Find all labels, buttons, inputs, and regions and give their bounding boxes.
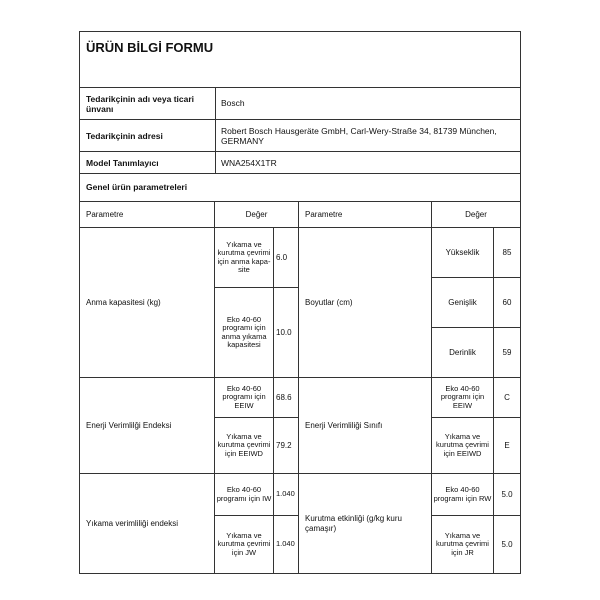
capacity-value-1: 6.0	[274, 228, 299, 288]
eei-desc-2: Yıkama ve kurutma çevrimi için EEIWD	[215, 418, 274, 474]
header-value-right: Değer	[432, 202, 520, 228]
wash-label: Yıkama verimliliği endeksi	[80, 474, 215, 573]
header-param-right: Parametre	[299, 202, 432, 228]
capacity-desc-1: Yıkama ve kurutma çevrimi için anma kapa-site	[215, 228, 274, 288]
supplier-name-label: Tedarikçinin adı veya ticari ünvanı	[86, 94, 195, 114]
form-title: ÜRÜN BİLGİ FORMU	[86, 40, 214, 55]
wash-desc-1: Eko 40-60 programı için IW	[215, 474, 274, 516]
header-value-left: Değer	[215, 202, 299, 228]
eclass-desc-2: Yıkama ve kurutma çevrimi için EEIWD	[432, 418, 494, 474]
general-params-title: Genel ürün parametreleri	[86, 182, 188, 192]
eei-label: Enerji Verimlilği Endeksi	[80, 378, 215, 474]
dry-desc-1: Eko 40-60 programı için RW	[432, 474, 494, 516]
wash-value-2: 1.040	[274, 516, 299, 573]
wash-desc-2: Yıkama ve kurutma çevrimi için JW	[215, 516, 274, 573]
wash-value-1: 1.040	[274, 474, 299, 516]
supplier-address-label: Tedarikçinin adresi	[86, 131, 163, 141]
divider	[215, 120, 216, 152]
header-param-left: Parametre	[80, 202, 215, 228]
dims-desc-2: Genişlik	[432, 278, 494, 328]
dims-value-2: 60	[494, 278, 520, 328]
supplier-name-value: Bosch	[221, 98, 245, 108]
supplier-address-value: Robert Bosch Hausgeräte GmbH, Carl-Wery-Straße 34, 81739 München, GERMANY	[221, 126, 497, 146]
eclass-label: Enerji Verimliliği Sınıfı	[299, 378, 432, 474]
dims-value-3: 59	[494, 328, 520, 378]
dims-value-1: 85	[494, 228, 520, 278]
model-label: Model Tanımlayıcı	[86, 158, 159, 168]
supplier-address-row	[80, 120, 520, 152]
dims-label: Boyutlar (cm)	[299, 228, 432, 378]
capacity-value-2: 10.0	[274, 288, 299, 378]
eclass-value-2: E	[494, 418, 520, 474]
eclass-desc-1: Eko 40-60 programı için EEIW	[432, 378, 494, 418]
model-row	[80, 152, 520, 174]
dims-desc-1: Yükseklik	[432, 228, 494, 278]
model-value: WNA254X1TR	[221, 158, 277, 168]
capacity-label: Anma kapasitesi (kg)	[80, 228, 215, 378]
dry-desc-2: Yıkama ve kurutma çevrimi için JR	[432, 516, 494, 573]
dry-label: Kurutma etkinliği (g/kg kuru çamaşır)	[299, 474, 432, 573]
dry-value-2: 5.0	[501, 540, 513, 549]
dims-desc-3: Derinlik	[432, 328, 494, 378]
general-params-row	[80, 174, 520, 202]
dry-value-1: 5.0	[494, 474, 520, 516]
eei-value-2: 79.2	[274, 418, 299, 474]
divider	[215, 152, 216, 174]
title-row	[80, 32, 520, 88]
supplier-name-row	[80, 88, 520, 120]
divider	[215, 88, 216, 120]
capacity-desc-2: Eko 40-60 programı için anma yıkama kapasitesi	[215, 288, 274, 378]
eei-desc-1: Eko 40-60 programı için EEIW	[215, 378, 274, 418]
eei-value-1: 68.6	[274, 378, 299, 418]
eclass-value-1: C	[494, 378, 520, 418]
product-info-form	[79, 31, 521, 574]
